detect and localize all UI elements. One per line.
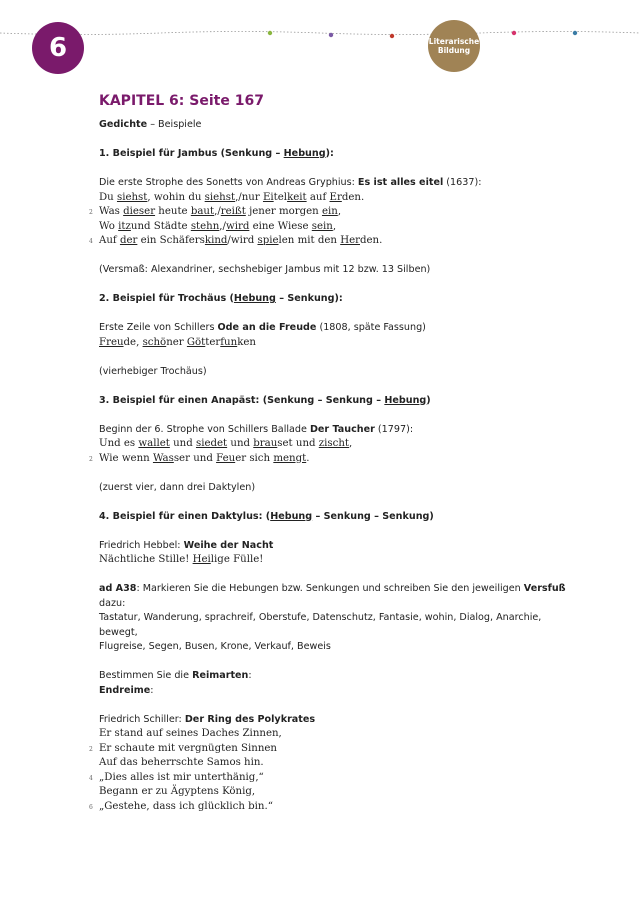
rhyme-subheading: Endreime: bbox=[99, 684, 154, 696]
verse-line: Auf das beherrschte Samos hin. bbox=[99, 757, 264, 768]
verse-line: Begann er zu Ägyptens König, bbox=[99, 786, 256, 797]
decor-dot bbox=[573, 31, 577, 35]
example4-heading: 4. Beispiel für einen Daktylus: (Hebung – Senkung – Senkung) bbox=[99, 510, 434, 522]
decor-dot bbox=[268, 31, 272, 35]
decorative-dotted-line bbox=[0, 0, 640, 80]
section-subtitle: Gedichte – Beispiele bbox=[99, 119, 202, 130]
task-instruction: ad A38: Markieren Sie die Hebungen bzw. Senkungen und schreiben Sie den jeweiligen Versfuß dazu: bbox=[99, 583, 566, 609]
page-title: KAPITEL 6: Seite 167 bbox=[99, 93, 264, 109]
example3-note: (zuerst vier, dann drei Daktylen) bbox=[99, 481, 256, 493]
verse-line: 2 Was dieser heute baut,/reißt jener morgen ein, bbox=[99, 205, 569, 220]
example3-poem bbox=[89, 437, 569, 466]
verse-line: 2 Wie wenn Wasser und Feuer sich mengt. bbox=[99, 452, 569, 467]
example3-heading: 3. Beispiel für einen Anapäst: (Senkung – Senkung – Hebung) bbox=[99, 394, 431, 406]
line-number: 4 bbox=[89, 774, 93, 782]
chapter-number-badge: 6 bbox=[32, 22, 84, 74]
example2-poem bbox=[99, 336, 569, 351]
decor-dot bbox=[329, 33, 333, 37]
topic-badge-line1: Literarische bbox=[428, 37, 480, 46]
example2-intro: Erste Zeile von Schillers Ode an die Freude (1808, späte Fassung) bbox=[99, 322, 426, 333]
verse-line: Er stand auf seines Daches Zinnen, bbox=[99, 728, 282, 739]
verse-line: Freude, schöner Götterfunken bbox=[99, 336, 256, 348]
task-words-line2: Flugreise, Segen, Busen, Krone, Verkauf, Beweis bbox=[99, 641, 331, 652]
example1-poem bbox=[89, 191, 569, 249]
example1-intro: Die erste Strophe des Sonetts von Andreas Gryphius: Es ist alles eitel (1637): bbox=[99, 177, 482, 188]
line-number: 4 bbox=[89, 238, 93, 245]
verse-line: 4 Auf der ein Schäferskind/wird spielen mit den Herden. bbox=[99, 234, 569, 249]
verse-line: 4 „Dies alles ist mir unterthänig,“ bbox=[99, 771, 569, 786]
line-number: 2 bbox=[89, 745, 93, 753]
rhyme-instruction: Bestimmen Sie die Reimarten: bbox=[99, 670, 252, 681]
example2-heading: 2. Beispiel für Trochäus (Hebung – Senkung): bbox=[99, 293, 343, 304]
example1-note: (Versmaß: Alexandriner, sechshebiger Jambus mit 12 bzw. 13 Silben) bbox=[99, 264, 431, 275]
decor-dot bbox=[390, 34, 394, 38]
line-number: 2 bbox=[89, 209, 93, 216]
topic-badge-line2: Bildung bbox=[437, 46, 471, 55]
example4-poem bbox=[99, 553, 569, 568]
verse-line: Du siehst, wohin du siehst,/nur Eitelkeit auf Erden. bbox=[99, 191, 365, 203]
verse-line: 6 „Gestehe, dass ich glücklich bin.“ bbox=[99, 800, 569, 815]
verse-line: Nächtliche Stille! Heilige Fülle! bbox=[99, 554, 264, 565]
decor-dot bbox=[512, 31, 516, 35]
page-content bbox=[89, 92, 569, 814]
example2-note: (vierhebiger Trochäus) bbox=[99, 365, 207, 377]
example3-intro: Beginn der 6. Strophe von Schillers Ballade Der Taucher (1797): bbox=[99, 423, 414, 435]
line-number: 2 bbox=[89, 455, 93, 463]
line-number: 6 bbox=[89, 803, 93, 811]
task-words-line1: Tastatur, Wanderung, sprachreif, Oberstufe, Datenschutz, Fantasie, wohin, Dialog, Anarchie, bewegt, bbox=[99, 612, 542, 638]
example4-intro: Friedrich Hebbel: Weihe der Nacht bbox=[99, 539, 274, 551]
rhyme-poem-intro: Friedrich Schiller: Der Ring des Polykrates bbox=[99, 713, 316, 725]
verse-line: Und es wallet und siedet und brauset und zischt, bbox=[99, 438, 353, 449]
topic-badge bbox=[428, 20, 480, 72]
verse-line: Wo itzund Städte stehn,/wird eine Wiese sein, bbox=[99, 220, 337, 232]
verse-line: 2 Er schaute mit vergnügten Sinnen bbox=[99, 742, 569, 757]
example1-heading: 1. Beispiel für Jambus (Senkung – Hebung): bbox=[99, 148, 334, 159]
rhyme-poem bbox=[89, 727, 569, 814]
